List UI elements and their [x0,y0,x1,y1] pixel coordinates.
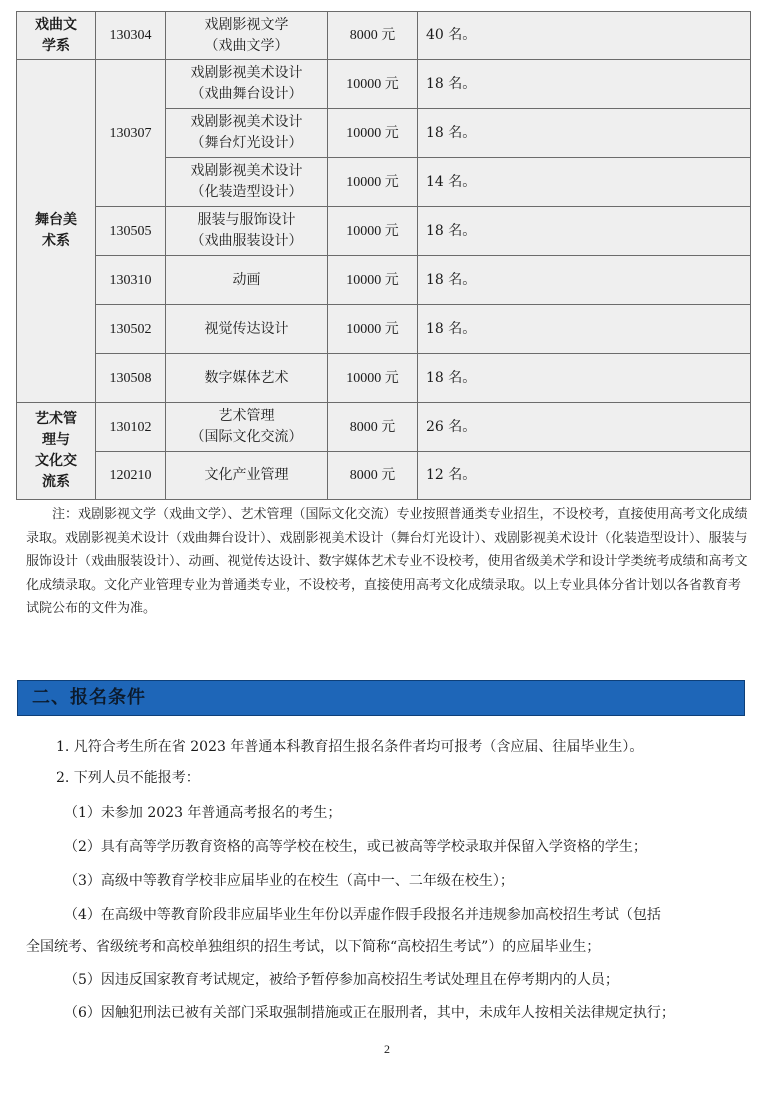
major-name-cell: 数字媒体艺术 [166,354,328,403]
paragraph-item-1: （1）未参加 2023 年普通高考报名的考生； [64,805,342,821]
major-code-cell: 130505 [96,207,166,256]
paragraph-item-2: （2）具有高等学历教育资格的高等学校在校生，或已被高等学校录取并保留入学资格的学生； [64,839,647,855]
tuition-cell: 8000 元 [328,12,418,60]
major-name-cell: 文化产业管理 [166,452,328,500]
paragraph-item-6: （6）因触犯刑法已被有关部门采取强制措施或正在服刑者，其中，未成年人按相关法律规定执行； [64,1005,675,1021]
paragraph-2: 2. 下列人员不能报考： [56,770,200,786]
quota-cell: 18 名。 [418,256,751,305]
paragraph-item-4-line-2: 全国统考、省级统考和高校单独组织的招生考试，以下简称“高校招生考试”）的应届毕业生； [26,939,601,955]
quota-cell: 26 名。 [418,403,751,452]
table-note: 注：戏剧影视文学（戏曲文学）、艺术管理（国际文化交流）专业按照普通类专业招生，不设校考，直接使用高考文化成绩录取。戏剧影视美术设计（戏曲舞台设计）、戏剧影视美术设计（舞台灯光设计）、戏剧影视美术设计（化装造型设计）、服装与服饰设计（戏曲服装设计）、动画、视觉传达设计、数字媒体艺术专业不设校考，使用省级美术学和设计学类统考成绩和高考文化成绩录取。文化产业管理专业为普通类专业，不设校考，直接使用高考文化成绩录取。以上专业具体分省计划以各省教育考试院公布的文件为准。 [26,507,748,617]
table-row [17,354,751,403]
major-name-cell: 戏剧影视文学 （戏曲文学） [166,12,328,60]
table-row [17,452,751,500]
major-name-cell: 戏剧影视美术设计 （化装造型设计） [166,158,328,207]
quota-cell: 14 名。 [418,158,751,207]
paragraph-1: 1. 凡符合考生所在省 2023 年普通本科教育招生报名条件者均可报考（含应届、往届毕业生）。 [56,739,644,755]
tuition-cell: 10000 元 [328,354,418,403]
major-name-cell: 动画 [166,256,328,305]
section-header-bar [17,680,745,716]
major-name-cell: 艺术管理 （国际文化交流） [166,403,328,452]
major-name-cell: 戏剧影视美术设计 （戏曲舞台设计） [166,60,328,109]
major-code-cell: 130304 [96,12,166,60]
major-name-cell: 视觉传达设计 [166,305,328,354]
department-cell: 戏曲文 学系 [17,12,96,60]
tuition-cell: 10000 元 [328,207,418,256]
table-row [17,305,751,354]
tuition-cell: 10000 元 [328,158,418,207]
tuition-cell: 10000 元 [328,60,418,109]
section-title: 二、报名条件 [32,687,146,708]
paragraph-item-4-line-1: （4）在高级中等教育阶段非应届毕业生年份以弄虚作假手段报名并违规参加高校招生考试（包括 [64,907,661,923]
major-code-cell: 130508 [96,354,166,403]
quota-cell: 18 名。 [418,354,751,403]
tuition-cell: 8000 元 [328,452,418,500]
department-cell: 艺术管 理与 文化交 流系 [17,403,96,500]
major-code-cell: 130307 [96,60,166,207]
paragraph-item-5: （5）因违反国家教育考试规定，被给予暂停参加高校招生考试处理且在停考期内的人员； [64,972,619,988]
tuition-cell: 10000 元 [328,305,418,354]
quota-cell: 18 名。 [418,109,751,158]
table-row [17,207,751,256]
majors-table [16,11,751,500]
table-row [17,12,751,60]
paragraph-item-3: （3）高级中等教育学校非应届毕业的在校生（高中一、二年级在校生）； [64,873,514,889]
tuition-cell: 10000 元 [328,109,418,158]
majors-table-body [17,12,751,500]
table-row [17,256,751,305]
table-row [17,403,751,452]
major-name-cell: 戏剧影视美术设计 （舞台灯光设计） [166,109,328,158]
major-code-cell: 130102 [96,403,166,452]
quota-cell: 18 名。 [418,60,751,109]
quota-cell: 18 名。 [418,207,751,256]
quota-cell: 18 名。 [418,305,751,354]
tuition-cell: 10000 元 [328,256,418,305]
quota-cell: 12 名。 [418,452,751,500]
quota-cell: 40 名。 [418,12,751,60]
page-number: 2 [384,1042,390,1056]
major-code-cell: 130502 [96,305,166,354]
tuition-cell: 8000 元 [328,403,418,452]
department-cell: 舞台美 术系 [17,60,96,403]
table-row [17,60,751,109]
major-code-cell: 130310 [96,256,166,305]
major-name-cell: 服装与服饰设计 （戏曲服装设计） [166,207,328,256]
major-code-cell: 120210 [96,452,166,500]
